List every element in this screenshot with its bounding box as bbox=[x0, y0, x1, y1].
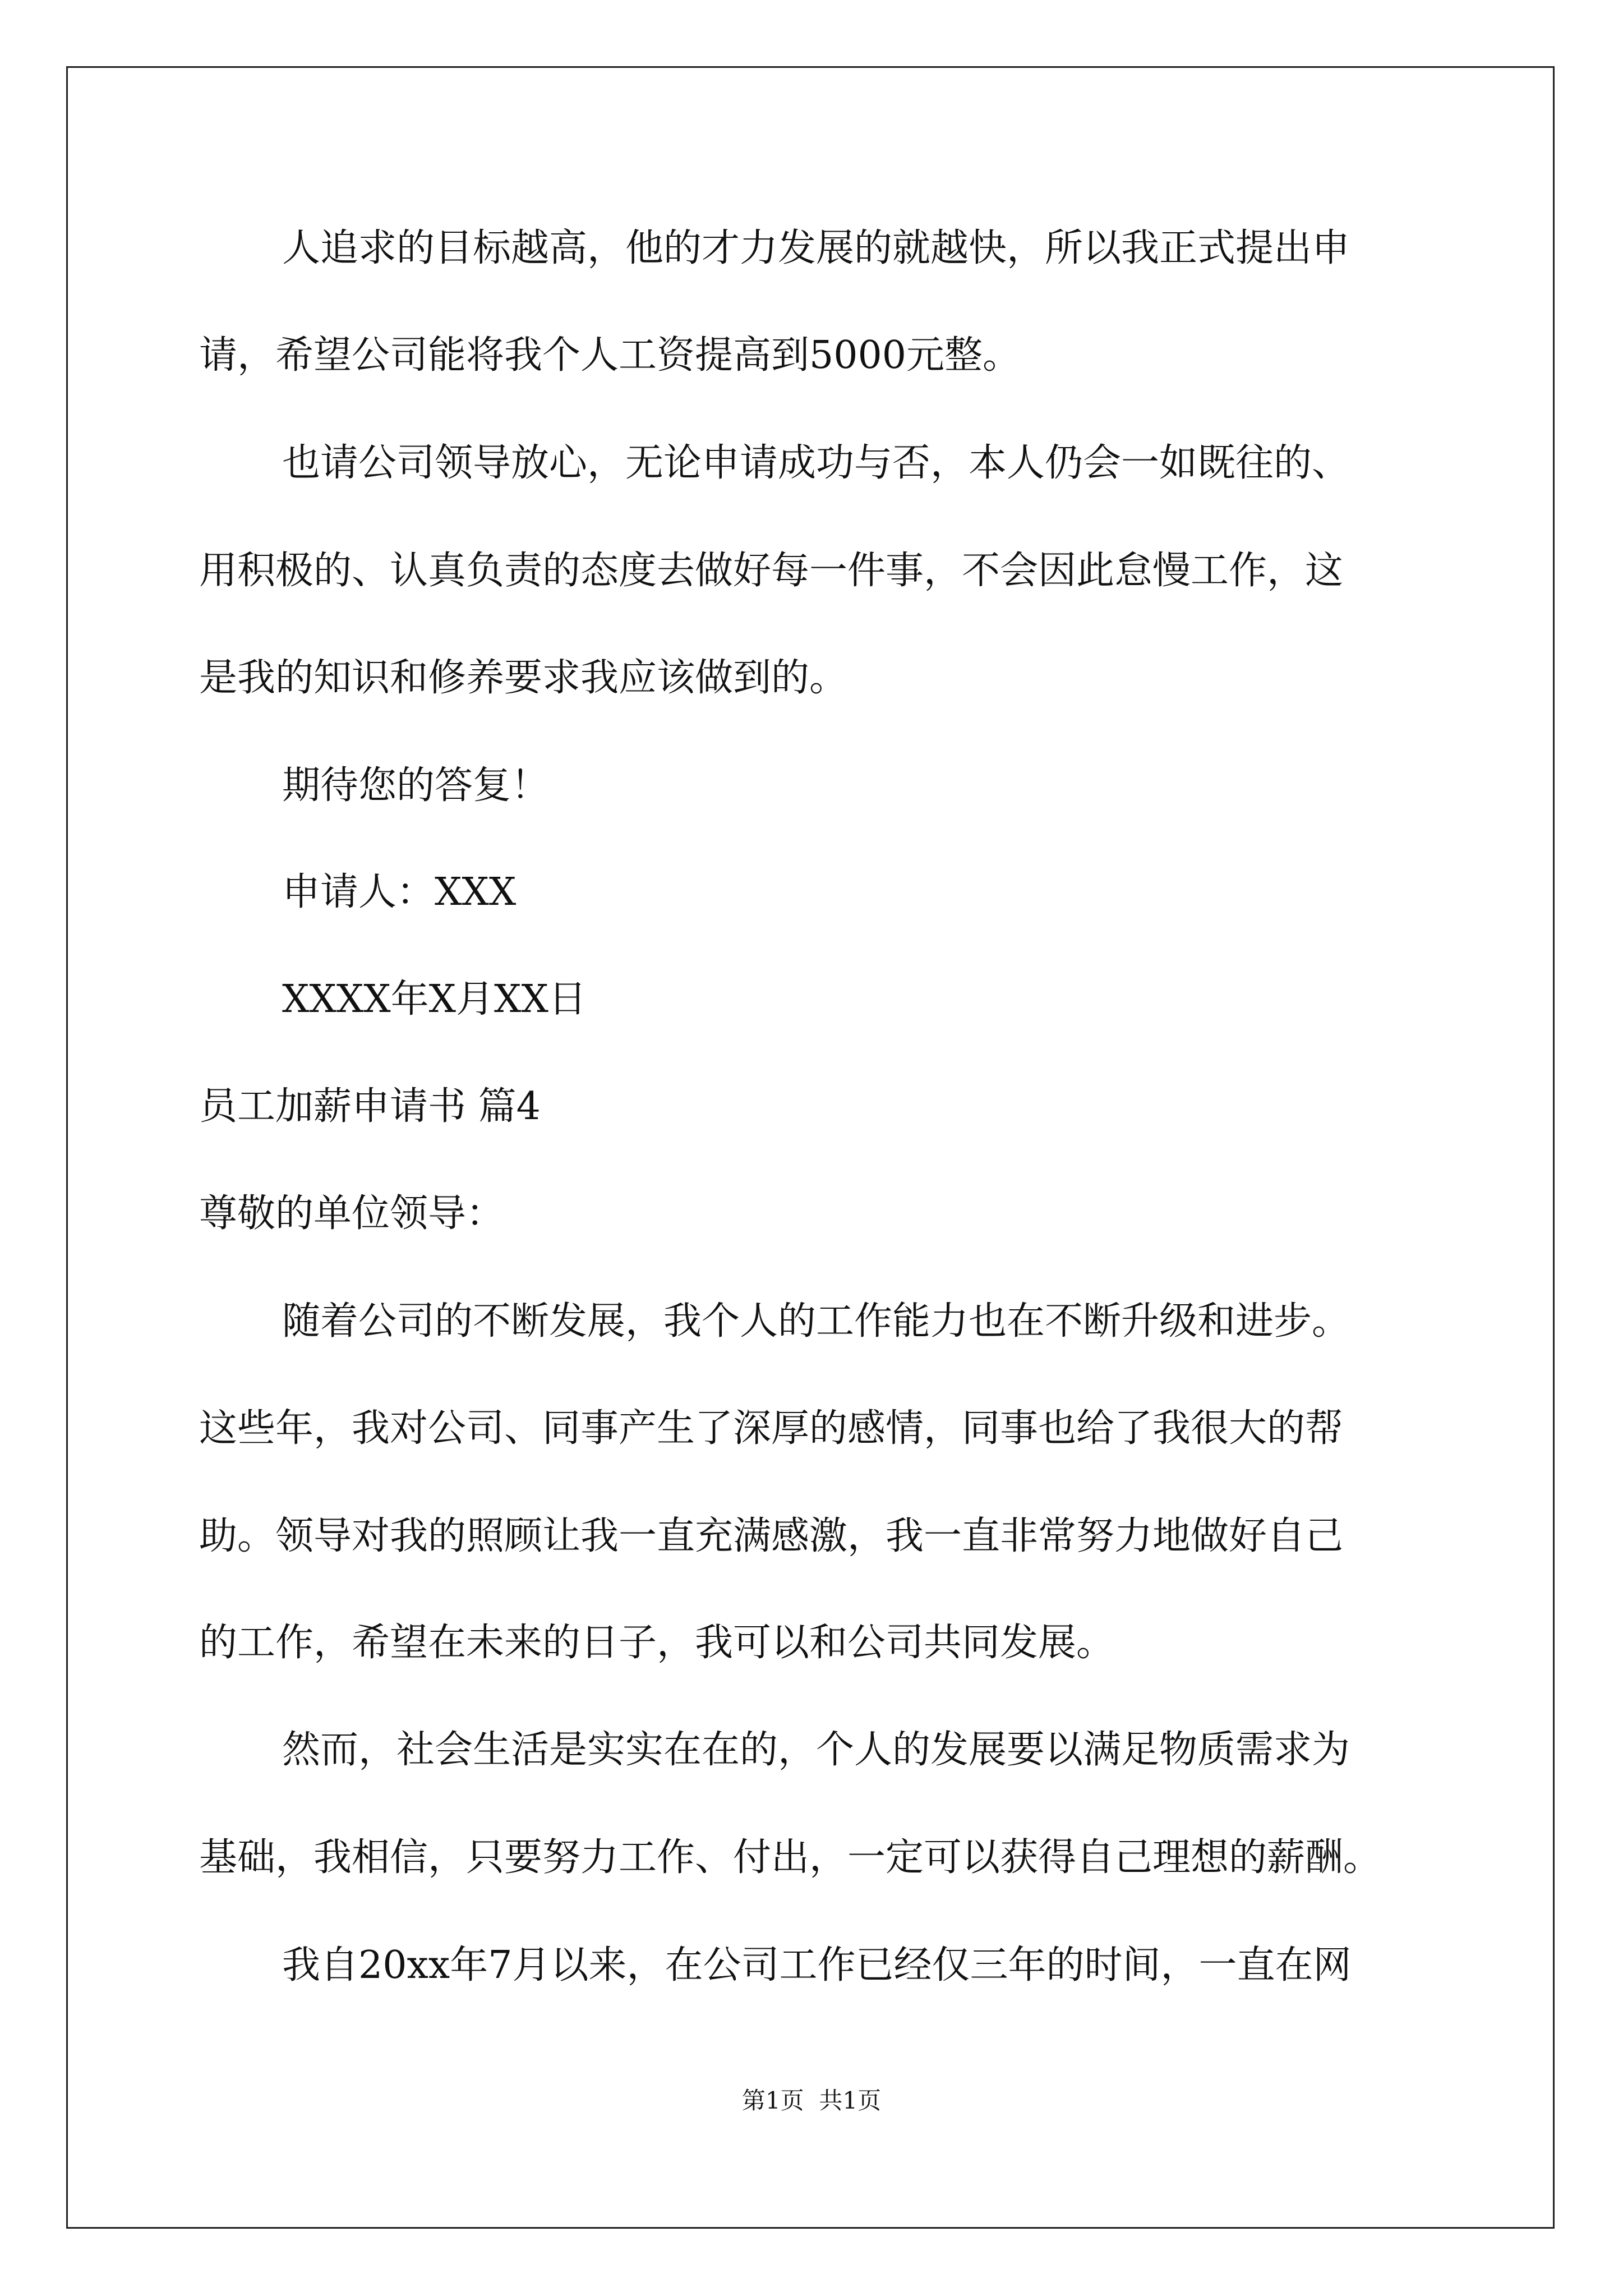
paragraph-line: 请，希望公司能将我个人工资提高到5000元整。 bbox=[199, 333, 1021, 378]
paragraph-line: 随着公司的不断发展，我个人的工作能力也在不断升级和进步。 bbox=[282, 1299, 1350, 1343]
paragraph-line: 基础，我相信，只要努力工作、付出，一定可以获得自己理想的薪酬。 bbox=[199, 1835, 1382, 1880]
paragraph-line: 的工作，希望在未来的日子，我可以和公司共同发展。 bbox=[199, 1621, 1115, 1665]
paragraph-line: 是我的知识和修养要求我应该做到的。 bbox=[199, 656, 848, 700]
paragraph-line: 人追求的目标越高，他的才力发展的就越快，所以我正式提出申 bbox=[282, 226, 1350, 270]
date-line: XXXX年X月XX日 bbox=[282, 977, 587, 1022]
paragraph-line: 然而，社会生活是实实在在的，个人的发展要以满足物质需求为 bbox=[282, 1728, 1350, 1772]
closing-line: 期待您的答复！ bbox=[282, 763, 550, 808]
section-heading: 员工加薪申请书 篇4 bbox=[199, 1084, 541, 1129]
paragraph-line: 也请公司领导放心，无论申请成功与否，本人仍会一如既往的、 bbox=[282, 441, 1350, 485]
page-footer: 第1页 共1页 bbox=[741, 2087, 882, 2114]
paragraph-line: 助。领导对我的照顾让我一直充满感激，我一直非常努力地做好自己 bbox=[199, 1514, 1344, 1558]
applicant-line: 申请人：XXX bbox=[282, 870, 517, 914]
paragraph-line: 用积极的、认真负责的态度去做好每一件事，不会因此怠慢工作，这 bbox=[199, 549, 1344, 593]
page-border bbox=[66, 66, 1555, 2229]
paragraph-line: 我自20xx年7月以来，在公司工作已经仅三年的时间，一直在网 bbox=[282, 1943, 1352, 1987]
salutation: 尊敬的单位领导： bbox=[199, 1191, 505, 1236]
paragraph-line: 这些年，我对公司、同事产生了深厚的感情，同事也给了我很大的帮 bbox=[199, 1406, 1344, 1451]
